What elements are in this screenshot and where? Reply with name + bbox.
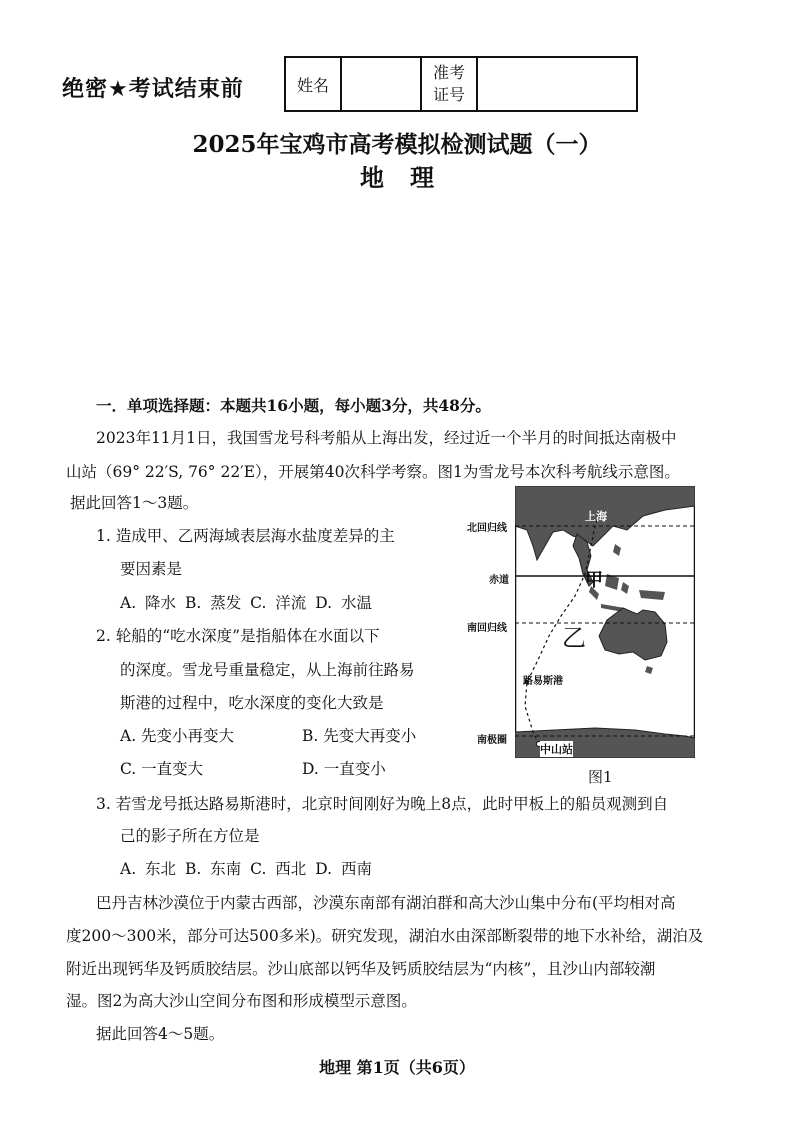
exam-id-field[interactable] [477,57,637,111]
page-footer: 地理 第1页（共6页） [319,1058,475,1077]
figure1-caption: 图1 [588,768,613,786]
intro-line-2: 山站（69° 22′S, 76° 22′E），开展第40次科学考察。图1为雪龙号本次科考航线示意图。 [66,463,680,481]
name-field[interactable] [341,57,421,111]
q2-option-d: D. 一直变小 [302,760,386,778]
q3-options: A. 东北 B. 东南 C. 西北 D. 西南 [120,860,372,878]
label-zhongshan: 中山站 [540,743,573,756]
exam-id-label [421,57,477,111]
q2-option-c: C. 一直变大 [120,760,204,778]
q2-option-a: A. 先变小再变大 [120,727,235,745]
label-tropic-cancer: 北回归线 [467,523,507,534]
confidential-label: 绝密★考试结束前 [62,77,244,102]
q1-stem-line1: 1. 造成甲、乙两海域表层海水盐度差异的主 [96,527,395,545]
route-map [515,486,695,758]
intro-line-1: 2023年11月1日，我国雪龙号科考船从上海出发，经过近一个半月的时间抵达南极中 [96,429,677,447]
q2-stem-line3: 斯港的过程中，吃水深度的变化大致是 [120,694,384,712]
q3-stem-line1: 3. 若雪龙号抵达路易斯港时，北京时间刚好为晚上8点，此时甲板上的船员观测到自 [96,795,669,813]
exam-id-label-line1: 准考 [432,63,465,82]
subject-title: 地理 [360,163,460,192]
label-shanghai: 上海 [585,510,607,523]
passage2-line3: 附近出现钙华及钙质胶结层。沙山底部以钙华及钙质胶结层为“内核”，且沙山内部较潮 [66,960,656,978]
exam-id-label-line2: 证号 [432,85,465,104]
passage2-line4: 湿。图2为高大沙山空间分布图和形成模型示意图。 [66,992,417,1010]
passage2-line2: 度200～300米，部分可达500多米)。研究发现，湖泊水由深部断裂带的地下水补给，湖泊及 [66,927,704,945]
q2-option-b: B. 先变大再变小 [302,727,417,745]
label-tropic-capricorn: 南回归线 [467,623,507,634]
label-jia: 甲 [585,570,603,591]
q1-stem-line2: 要因素是 [120,560,183,578]
answer-hint-1: 据此回答1～3题。 [70,494,199,512]
section-heading: 一．单项选择题：本题共16小题，每小题3分，共48分。 [96,396,491,415]
q2-stem-line2: 的深度。雪龙号重量稳定，从上海前往路易 [120,661,415,679]
label-equator: 赤道 [489,575,509,586]
label-port-louis: 路易斯港 [523,676,563,687]
answer-hint-2: 据此回答4～5题。 [96,1025,225,1043]
passage2-line1: 巴丹吉林沙漠位于内蒙古西部，沙漠东南部有湖泊群和高大沙山集中分布(平均相对高 [96,894,676,912]
candidate-info-box [284,56,638,112]
label-yi: 乙 [562,624,586,652]
q1-options: A. 降水 B. 蒸发 C. 洋流 D. 水温 [120,594,372,612]
q3-stem-line2: 己的影子所在方位是 [120,827,260,845]
exam-title: 2025年宝鸡市高考模拟检测试题（一） [192,131,602,158]
label-antarctic-circle: 南极圈 [477,735,507,746]
q2-stem-line1: 2. 轮船的“吃水深度”是指船体在水面以下 [96,627,380,645]
name-label: 姓名 [285,57,341,111]
